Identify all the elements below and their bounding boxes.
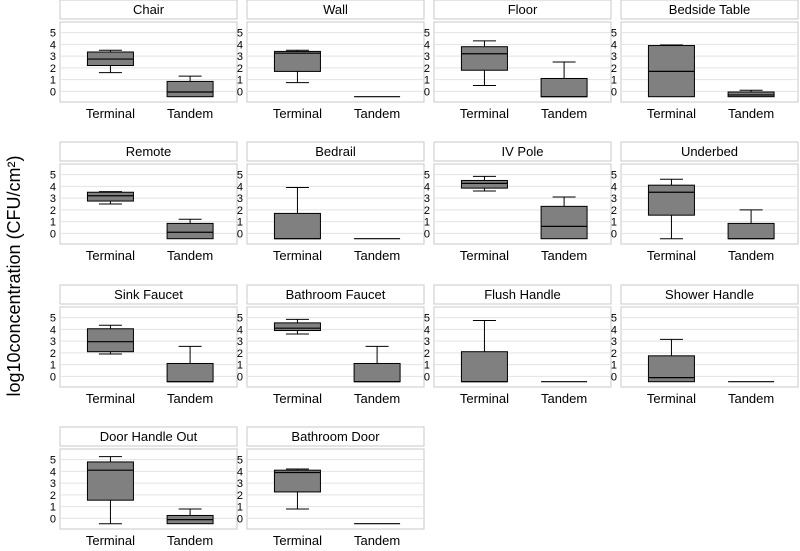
y-tick-label: 0 <box>610 371 617 384</box>
x-category-label: Tandem <box>353 248 401 263</box>
panel-title: Remote <box>125 144 172 159</box>
y-tick-label: 0 <box>236 86 243 99</box>
y-tick-label: 4 <box>49 39 56 52</box>
panel-title: Door Handle Out <box>99 429 198 444</box>
y-tick-label: 4 <box>610 324 617 337</box>
x-category-label: Terminal <box>85 106 136 121</box>
y-tick-label: 3 <box>49 478 56 491</box>
box-iqr <box>461 47 507 71</box>
y-tick-label: 4 <box>49 324 56 337</box>
y-tick-label: 1 <box>49 501 56 514</box>
y-tick-label: 0 <box>423 86 430 99</box>
panel-title: Flush Handle <box>484 287 561 302</box>
x-category-label: Tandem <box>166 248 214 263</box>
panel-title: Shower Handle <box>665 287 754 302</box>
y-tick-label: 0 <box>236 228 243 241</box>
box-terminal <box>648 45 694 97</box>
panel-title: Bathroom Faucet <box>285 287 386 302</box>
y-tick-label: 3 <box>236 193 243 206</box>
y-tick-label: 5 <box>236 27 243 40</box>
box-iqr <box>541 78 587 96</box>
panel-title: IV Pole <box>501 144 544 159</box>
panel-bedrail <box>237 142 424 263</box>
box-terminal <box>87 325 133 354</box>
y-tick-label: 2 <box>423 347 430 360</box>
y-tick-label: 5 <box>49 27 56 40</box>
y-tick-label: 4 <box>423 39 430 52</box>
x-category-label: Terminal <box>459 106 510 121</box>
y-tick-label: 3 <box>610 193 617 206</box>
x-category-label: Tandem <box>540 248 588 263</box>
y-tick-label: 3 <box>423 51 430 64</box>
y-tick-label: 4 <box>236 324 243 337</box>
y-tick-label: 0 <box>423 371 430 384</box>
x-category-label: Tandem <box>353 391 401 406</box>
y-tick-label: 5 <box>610 169 617 182</box>
y-tick-label: 1 <box>236 216 243 229</box>
y-tick-label: 3 <box>49 193 56 206</box>
x-category-label: Terminal <box>459 391 510 406</box>
y-tick-label: 5 <box>610 27 617 40</box>
y-tick-label: 1 <box>423 74 430 87</box>
y-tick-label: 2 <box>610 204 617 217</box>
y-tick-label: 5 <box>236 312 243 325</box>
y-tick-label: 4 <box>610 181 617 194</box>
y-tick-label: 3 <box>423 193 430 206</box>
panel-plot-area <box>247 22 424 102</box>
y-tick-label: 3 <box>610 51 617 64</box>
panel-bathroom-door <box>237 427 424 548</box>
panel-door-handle-out <box>50 427 237 548</box>
panel-plot-area <box>247 164 424 244</box>
y-tick-label: 2 <box>49 347 56 360</box>
box-iqr <box>461 180 507 188</box>
box-iqr <box>354 363 400 381</box>
panel-sink-faucet <box>50 285 237 406</box>
panel-title: Bathroom Door <box>291 429 380 444</box>
y-tick-label: 2 <box>423 62 430 75</box>
y-tick-label: 4 <box>236 181 243 194</box>
y-axis-label: log10concentration (CFU/cm²) <box>4 155 24 397</box>
x-category-label: Terminal <box>272 248 323 263</box>
panel-plot-area <box>434 307 611 387</box>
y-tick-label: 3 <box>49 51 56 64</box>
panel-title: Underbed <box>680 144 739 159</box>
panel-title: Bedside Table <box>668 2 751 17</box>
y-tick-label: 2 <box>49 62 56 75</box>
y-tick-label: 0 <box>49 513 56 526</box>
x-category-label: Tandem <box>353 106 401 121</box>
panel-plot-area <box>621 22 798 102</box>
y-tick-label: 2 <box>610 62 617 75</box>
panel-floor <box>424 0 611 121</box>
box-iqr <box>274 51 320 71</box>
box-iqr <box>648 185 694 215</box>
box-iqr <box>87 192 133 201</box>
panel-bathroom-faucet <box>237 285 424 406</box>
x-category-label: Tandem <box>727 391 775 406</box>
y-tick-label: 3 <box>49 336 56 349</box>
box-iqr <box>87 462 133 500</box>
y-tick-label: 3 <box>610 336 617 349</box>
y-tick-label: 0 <box>423 228 430 241</box>
panel-chair <box>50 0 237 121</box>
panel-shower-handle <box>611 285 798 406</box>
y-tick-label: 2 <box>49 204 56 217</box>
box-iqr <box>167 81 213 96</box>
box-iqr <box>274 213 320 238</box>
y-tick-label: 5 <box>49 454 56 467</box>
y-tick-label: 4 <box>423 181 430 194</box>
y-tick-label: 5 <box>423 312 430 325</box>
y-tick-label: 5 <box>610 312 617 325</box>
x-category-label: Tandem <box>727 106 775 121</box>
y-tick-label: 3 <box>236 336 243 349</box>
y-tick-label: 4 <box>49 466 56 479</box>
box-iqr <box>274 470 320 492</box>
y-tick-label: 4 <box>423 324 430 337</box>
y-tick-label: 2 <box>236 204 243 217</box>
x-category-label: Terminal <box>85 533 136 548</box>
y-tick-label: 5 <box>423 169 430 182</box>
panel-title: Sink Faucet <box>114 287 183 302</box>
y-tick-label: 0 <box>236 513 243 526</box>
x-category-label: Terminal <box>272 106 323 121</box>
panel-plot-area <box>621 307 798 387</box>
panel-plot-area <box>247 449 424 529</box>
panel-wall <box>237 0 424 121</box>
y-tick-label: 5 <box>236 169 243 182</box>
x-category-label: Terminal <box>459 248 510 263</box>
box-iqr <box>728 223 774 238</box>
y-tick-label: 5 <box>49 312 56 325</box>
box-iqr <box>541 206 587 238</box>
y-tick-label: 4 <box>610 39 617 52</box>
y-tick-label: 4 <box>236 466 243 479</box>
y-tick-label: 0 <box>610 86 617 99</box>
y-tick-label: 1 <box>610 74 617 87</box>
y-tick-label: 5 <box>236 454 243 467</box>
y-tick-label: 1 <box>236 359 243 372</box>
y-tick-label: 4 <box>49 181 56 194</box>
box-iqr <box>167 363 213 381</box>
panel-flush-handle <box>424 285 611 406</box>
panel-iv-pole <box>424 142 611 263</box>
y-tick-label: 1 <box>49 359 56 372</box>
box-iqr <box>461 352 507 382</box>
x-category-label: Terminal <box>85 391 136 406</box>
panel-underbed <box>611 142 798 263</box>
y-tick-label: 2 <box>236 489 243 502</box>
y-tick-label: 3 <box>236 478 243 491</box>
y-tick-label: 1 <box>423 359 430 372</box>
y-tick-label: 0 <box>49 86 56 99</box>
y-tick-label: 1 <box>49 74 56 87</box>
x-category-label: Terminal <box>646 391 697 406</box>
panel-title: Floor <box>507 2 538 17</box>
x-category-label: Terminal <box>85 248 136 263</box>
x-category-label: Terminal <box>272 391 323 406</box>
x-category-label: Tandem <box>727 248 775 263</box>
y-tick-label: 0 <box>610 228 617 241</box>
x-category-label: Tandem <box>540 391 588 406</box>
box-iqr <box>87 329 133 352</box>
y-tick-label: 5 <box>49 169 56 182</box>
y-tick-label: 2 <box>236 62 243 75</box>
y-tick-label: 0 <box>236 371 243 384</box>
y-tick-label: 1 <box>236 74 243 87</box>
panel-title: Chair <box>132 2 165 17</box>
y-tick-label: 1 <box>236 501 243 514</box>
x-category-label: Tandem <box>166 533 214 548</box>
y-tick-label: 2 <box>49 489 56 502</box>
panel-bedside-table <box>611 0 798 121</box>
y-tick-label: 0 <box>49 228 56 241</box>
x-category-label: Tandem <box>166 106 214 121</box>
panel-remote <box>50 142 237 263</box>
y-tick-label: 1 <box>610 359 617 372</box>
box-iqr <box>167 223 213 238</box>
y-tick-label: 2 <box>610 347 617 360</box>
x-category-label: Terminal <box>646 106 697 121</box>
y-tick-label: 1 <box>423 216 430 229</box>
y-tick-label: 2 <box>236 347 243 360</box>
box-iqr <box>274 323 320 331</box>
y-tick-label: 3 <box>423 336 430 349</box>
panel-title: Wall <box>323 2 348 17</box>
y-tick-label: 2 <box>423 204 430 217</box>
y-tick-label: 5 <box>423 27 430 40</box>
y-tick-label: 0 <box>49 371 56 384</box>
x-category-label: Terminal <box>646 248 697 263</box>
y-tick-label: 3 <box>236 51 243 64</box>
y-tick-label: 4 <box>236 39 243 52</box>
x-category-label: Terminal <box>272 533 323 548</box>
y-tick-label: 1 <box>610 216 617 229</box>
panel-title: Bedrail <box>315 144 356 159</box>
x-category-label: Tandem <box>353 533 401 548</box>
y-tick-label: 1 <box>49 216 56 229</box>
x-category-label: Tandem <box>540 106 588 121</box>
x-category-label: Tandem <box>166 391 214 406</box>
